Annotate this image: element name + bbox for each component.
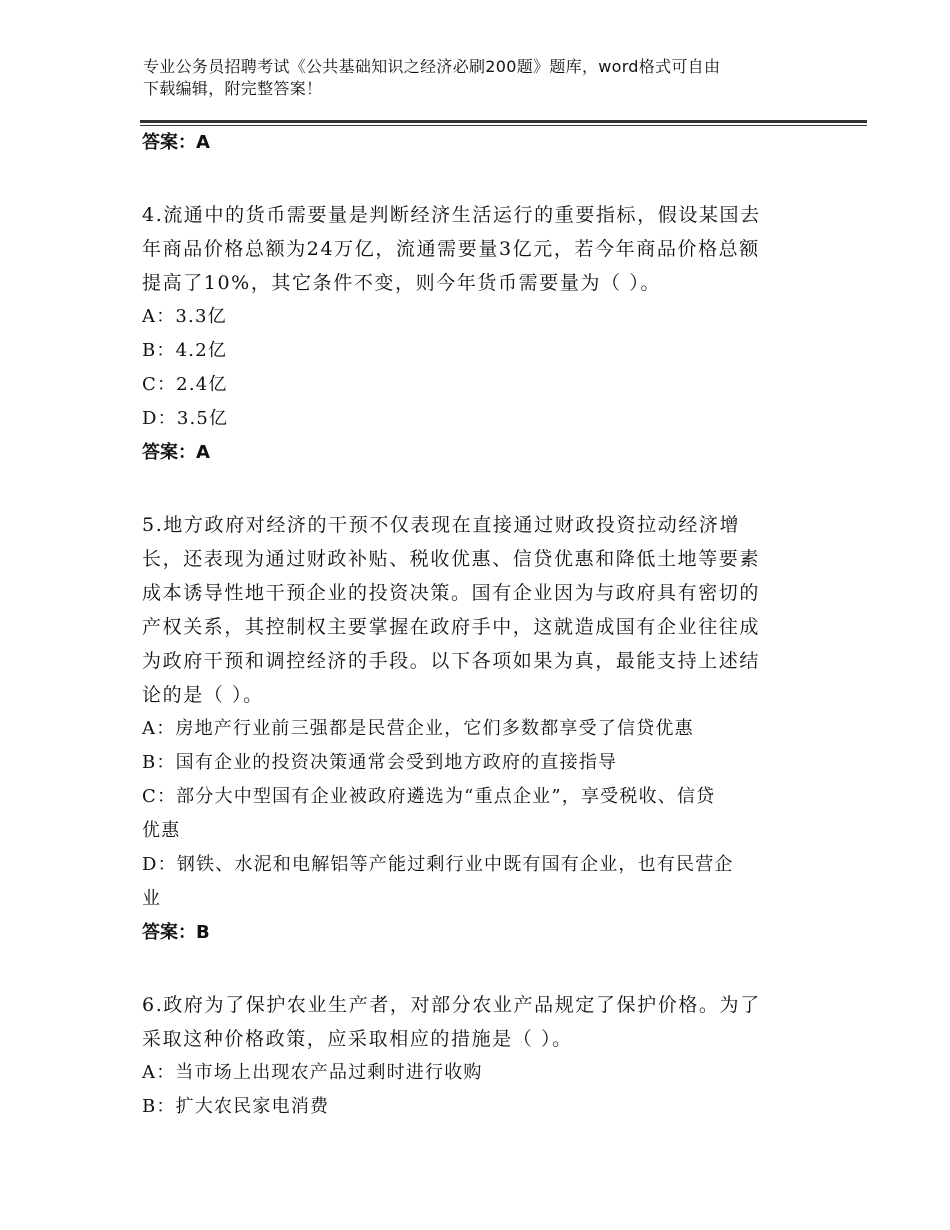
header-line: 专业公务员招聘考试《公共基础知识之经济必刷200题》题库，word格式可自由 bbox=[143, 57, 721, 76]
question-6 bbox=[142, 988, 822, 1124]
option-c-continued: 优惠 bbox=[142, 820, 181, 841]
question-text-line: 6.政府为了保护农业生产者，对部分农业产品规定了保护价格。为了 bbox=[142, 994, 761, 1016]
option-c: C：部分大中型国有企业被政府遴选为“重点企业”，享受税收、信贷 bbox=[142, 786, 716, 807]
question-text-line: 产权关系，其控制权主要掌握在政府手中，这就造成国有企业往往成 bbox=[142, 616, 761, 638]
option-d: D：3.5亿 bbox=[142, 408, 229, 429]
header-line: 下载编辑，附完整答案！ bbox=[143, 79, 323, 98]
answer-line: 答案：B bbox=[142, 922, 210, 943]
option-d: D：钢铁、水泥和电解铝等产能过剩行业中既有国有企业，也有民营企 bbox=[142, 854, 734, 875]
question-text-line: 采取这种价格政策，应采取相应的措施是（ ）。 bbox=[142, 1028, 573, 1050]
header-rule bbox=[140, 120, 867, 123]
option-b: B：4.2亿 bbox=[142, 340, 228, 361]
option-b: B：扩大农民家电消费 bbox=[142, 1096, 330, 1117]
question-4 bbox=[142, 198, 822, 470]
option-a: A：3.3亿 bbox=[142, 306, 227, 327]
question-text-line: 年商品价格总额为24万亿，流通需要量3亿元，若今年商品价格总额 bbox=[142, 238, 760, 260]
question-text-line: 成本诱导性地干预企业的投资决策。国有企业因为与政府具有密切的 bbox=[142, 582, 761, 604]
question-text-line: 论的是（ ）。 bbox=[142, 684, 264, 706]
option-c: C：2.4亿 bbox=[142, 374, 228, 395]
answer-line: 答案：A bbox=[142, 132, 210, 153]
question-text-line: 提高了10%，其它条件不变，则今年货币需要量为（ ）。 bbox=[142, 272, 661, 294]
question-text-line: 为政府干预和调控经济的手段。以下各项如果为真，最能支持上述结 bbox=[142, 650, 761, 672]
option-b: B：国有企业的投资决策通常会受到地方政府的直接指导 bbox=[142, 752, 618, 773]
question-text-line: 5.地方政府对经济的干预不仅表现在直接通过财政投资拉动经济增 bbox=[142, 514, 741, 536]
option-a: A：当市场上出现农产品过剩时进行收购 bbox=[142, 1062, 483, 1083]
answer-line: 答案：A bbox=[142, 442, 210, 463]
question-text-line: 长，还表现为通过财政补贴、税收优惠、信贷优惠和降低土地等要素 bbox=[142, 548, 761, 570]
document-body bbox=[142, 124, 822, 1124]
option-d-continued: 业 bbox=[142, 888, 162, 909]
question-text-line: 4.流通中的货币需要量是判断经济生活运行的重要指标，假设某国去 bbox=[142, 204, 761, 226]
question-5 bbox=[142, 508, 822, 950]
option-a: A：房地产行业前三强都是民营企业，它们多数都享受了信贷优惠 bbox=[142, 718, 694, 739]
document-header bbox=[143, 56, 823, 100]
